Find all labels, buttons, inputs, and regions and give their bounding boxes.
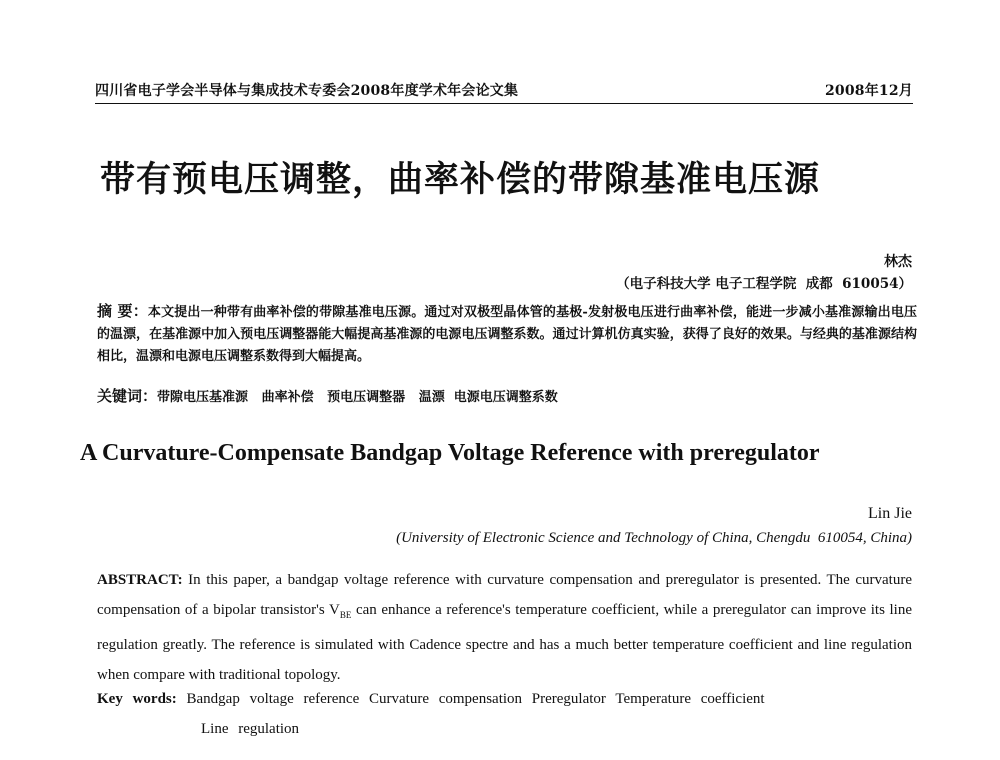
abstract-en-text-2: can enhance a reference's temperature coefficient, while a preregulator can improve its line regulation greatly. The reference is simulated with Cadence spectre and has a much better temperature coefficient and line regulation when compare with traditional topology.: [97, 602, 912, 683]
keywords-en-label: Key words:: [97, 691, 177, 707]
abstract-zh-label: 摘 要：: [97, 302, 148, 320]
abstract-en-label: ABSTRACT:: [97, 572, 183, 588]
keywords-zh: [97, 385, 917, 406]
paper-title-zh: 带有预电压调整，曲率补偿的带隙基准电压源: [100, 160, 821, 200]
paper-title-en: A Curvature-Compensate Bandgap Voltage Reference with preregulator: [80, 440, 820, 466]
keywords-en-line1: Bandgap voltage reference Curvature compensation Preregulator Temperature coefficient: [176, 691, 765, 707]
keywords-en: [97, 684, 912, 744]
author-zh: 林杰: [884, 254, 912, 270]
affiliation-en: (University of Electronic Science and Technology of China, Chengdu 610054, China): [396, 530, 912, 546]
keywords-zh-label: 关键词：: [97, 387, 158, 405]
abstract-zh-text: 本文提出一种带有曲率补偿的带隙基准电压源。通过对双极型晶体管的基极-发射极电压进行曲率补偿，能进一步减小基准源输出电压的温漂，在基准源中加入预电压调整器能大幅提高基准源的电源电压调整系数。通过计算机仿真实验，获得了良好的效果。与经典的基准源结构相比，温漂和电源电压调整系数得到大幅提高。: [97, 305, 917, 364]
affiliation-zh: （电子科技大学 电子工程学院 成都 610054）: [616, 276, 912, 292]
abstract-en: [97, 565, 912, 690]
keywords-zh-text: 带隙电压基准源 曲率补偿 预电压调整器 温漂 电源电压调整系数: [157, 390, 558, 405]
abstract-en-text-1: In this paper, a bandgap voltage reference with curvature compensation and preregulator is presented. The curvature compensation of a bipolar transistor's V: [97, 572, 912, 618]
journal-name: 四川省电子学会半导体与集成技术专委会2008年度学术年会论文集: [95, 83, 519, 99]
abstract-en-subscript: BE: [339, 610, 352, 620]
journal-date: 2008年12月: [824, 83, 913, 99]
author-en: Lin Jie: [868, 505, 912, 522]
journal-header: [95, 80, 913, 104]
abstract-zh: [97, 300, 917, 368]
keywords-en-line2: Line regulation: [201, 721, 300, 737]
